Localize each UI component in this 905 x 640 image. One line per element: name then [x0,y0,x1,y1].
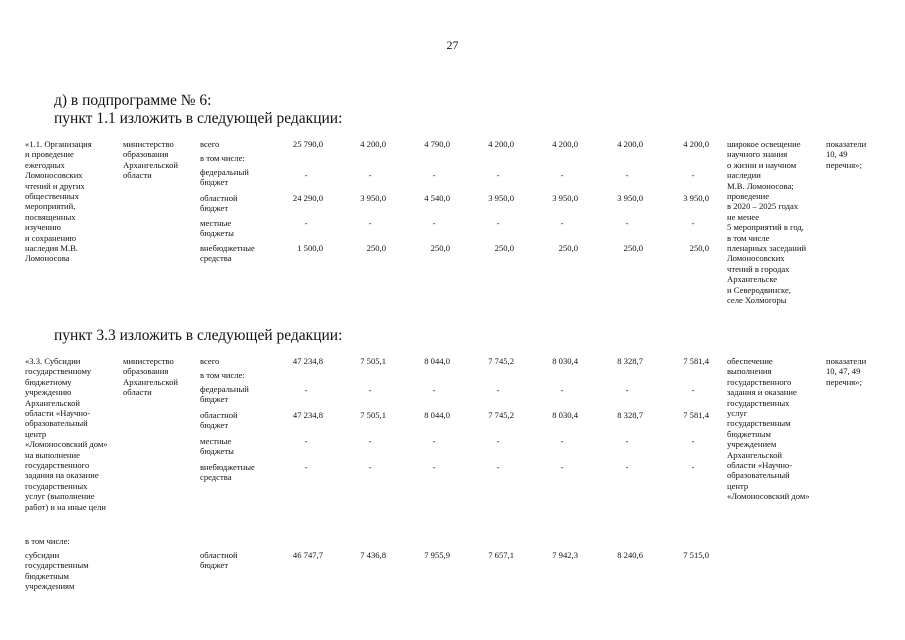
item-3-3-source-total: всего [200,356,220,366]
item-1-1-regional-6: 3 950,0 [683,193,709,203]
item-3-3-local-0: - [304,436,308,446]
item-3-3-source-federal: федеральный бюджет [200,384,249,405]
item-1-1-federal-3: - [496,170,500,180]
item-3-3-sub-5: 8 240,6 [617,550,643,560]
item-3-3-total-0: 47 234,8 [292,356,323,366]
item-1-1-extra-6: 250,0 [689,243,709,253]
item-3-3-extra-2: - [432,462,436,472]
item-1-1-total-4: 4 200,0 [552,139,578,149]
item-1-1-local-1: - [368,218,372,228]
item-1-1-executor: министерство образования Архангельской области [123,139,178,181]
item-1-1-indicators: показатели 10, 49 перечня»; [826,139,867,170]
item-1-1-local-5: - [625,218,629,228]
item-3-3-local-6: - [691,436,695,446]
item-1-1-total-1: 4 200,0 [360,139,386,149]
item-3-3-result: обеспечение выполнения государственного задания и оказание государственных услуг государственным бюджетным учреждением Архангельской области «Научно- образовательный центр «Ломоносовский дом» [727,356,810,502]
item-3-3-federal-6: - [691,385,695,395]
clause-heading-3-3: пункт 3.3 изложить в следующей редакции: [54,327,343,344]
item-3-3-regional-3: 7 745,2 [488,410,514,420]
item-1-1-regional-5: 3 950,0 [617,193,643,203]
item-1-1-regional-3: 3 950,0 [488,193,514,203]
item-3-3-regional-5: 8 328,7 [617,410,643,420]
item-3-3-incl-label: в том числе: [25,536,70,546]
item-3-3-sub-source: областной бюджет [200,550,238,571]
item-3-3-federal-2: - [432,385,436,395]
item-1-1-source-incl: в том числе: [200,153,245,163]
item-3-3-federal-0: - [304,385,308,395]
item-3-3-local-5: - [625,436,629,446]
item-1-1-local-3: - [496,218,500,228]
item-3-3-source-local: местные бюджеты [200,436,234,457]
item-1-1-extra-5: 250,0 [623,243,643,253]
item-3-3-total-1: 7 505,1 [360,356,386,366]
item-1-1-result: широкое освещение научного знания о жизни и научном наследии М.В. Ломоносова; проведение в 2020 – 2025 годах не менее 5 мероприятий в год, в том числе пленарных заседаний Ломоносовских чтений в городах Архангельске и Северодвинске, селе Холмогоры [727,139,807,306]
item-3-3-extra-4: - [560,462,564,472]
item-1-1-federal-1: - [368,170,372,180]
item-3-3-regional-4: 8 030,4 [552,410,578,420]
item-1-1-regional-0: 24 290,0 [292,193,323,203]
subprogram-heading: д) в подпрограмме № 6: [54,92,212,109]
item-3-3-total-3: 7 745,2 [488,356,514,366]
item-3-3-extra-0: - [304,462,308,472]
item-3-3-executor: министерство образования Архангельской области [123,356,178,398]
item-3-3-federal-5: - [625,385,629,395]
item-3-3-sub-name: субсидии государственным бюджетным учреждениям [25,550,89,592]
item-3-3-local-1: - [368,436,372,446]
item-3-3-source-incl: в том числе: [200,370,245,380]
item-3-3-federal-1: - [368,385,372,395]
item-3-3-sub-0: 46 747,7 [292,550,323,560]
item-3-3-extra-5: - [625,462,629,472]
item-3-3-federal-4: - [560,385,564,395]
item-3-3-local-4: - [560,436,564,446]
item-1-1-regional-1: 3 950,0 [360,193,386,203]
item-1-1-local-2: - [432,218,436,228]
item-1-1-source-extra: внебюджетные средства [200,243,255,264]
item-3-3-source-regional: областной бюджет [200,410,238,431]
item-3-3-extra-1: - [368,462,372,472]
item-3-3-sub-2: 7 955,9 [424,550,450,560]
item-1-1-extra-4: 250,0 [558,243,578,253]
item-3-3-total-6: 7 581,4 [683,356,709,366]
item-1-1-source-total: всего [200,139,220,149]
item-1-1-federal-6: - [691,170,695,180]
item-1-1-total-3: 4 200,0 [488,139,514,149]
item-1-1-extra-3: 250,0 [494,243,514,253]
item-1-1-federal-4: - [560,170,564,180]
item-3-3-local-2: - [432,436,436,446]
item-3-3-name: «3.3. Субсидии государственному бюджетному учреждению Архангельской области «Научно- образовательный центр «Ломоносовский дом» на выполнение государственного задания на оказание государственных услуг (выполнение работ) и на иные цели [25,356,108,512]
item-1-1-regional-4: 3 950,0 [552,193,578,203]
item-1-1-name: «1.1. Организация и проведение ежегодных Ломоносовских чтений и других общественных мероприятий, посвященных изучению и сохранению наследия М.В. Ломоносова [25,139,92,264]
item-1-1-source-local: местные бюджеты [200,218,234,239]
item-3-3-source-extra: внебюджетные средства [200,462,255,483]
item-3-3-extra-6: - [691,462,695,472]
item-1-1-total-2: 4 790,0 [424,139,450,149]
page-number: 27 [446,38,459,52]
item-1-1-extra-2: 250,0 [430,243,450,253]
item-3-3-regional-6: 7 581,4 [683,410,709,420]
item-1-1-local-4: - [560,218,564,228]
item-3-3-sub-3: 7 657,1 [488,550,514,560]
item-3-3-federal-3: - [496,385,500,395]
item-3-3-sub-4: 7 942,3 [552,550,578,560]
item-3-3-total-5: 8 328,7 [617,356,643,366]
clause-heading-1-1: пункт 1.1 изложить в следующей редакции: [54,110,343,127]
item-1-1-regional-2: 4 540,0 [424,193,450,203]
item-1-1-total-5: 4 200,0 [617,139,643,149]
item-3-3-regional-2: 8 044,0 [424,410,450,420]
item-1-1-source-federal: федеральный бюджет [200,167,249,188]
item-1-1-federal-5: - [625,170,629,180]
item-1-1-extra-1: 250,0 [366,243,386,253]
item-1-1-total-6: 4 200,0 [683,139,709,149]
item-3-3-regional-0: 47 234,8 [292,410,323,420]
item-3-3-total-4: 8 030,4 [552,356,578,366]
item-3-3-extra-3: - [496,462,500,472]
item-1-1-source-regional: областной бюджет [200,193,238,214]
item-3-3-regional-1: 7 505,1 [360,410,386,420]
item-3-3-local-3: - [496,436,500,446]
item-1-1-extra-0: 1 500,0 [297,243,323,253]
item-1-1-local-0: - [304,218,308,228]
item-1-1-federal-0: - [304,170,308,180]
item-3-3-indicators: показатели 10, 47, 49 перечня»; [826,356,867,387]
item-1-1-local-6: - [691,218,695,228]
item-1-1-federal-2: - [432,170,436,180]
item-3-3-total-2: 8 044,0 [424,356,450,366]
item-3-3-sub-1: 7 436,8 [360,550,386,560]
item-1-1-total-0: 25 790,0 [292,139,323,149]
item-3-3-sub-6: 7 515,0 [683,550,709,560]
